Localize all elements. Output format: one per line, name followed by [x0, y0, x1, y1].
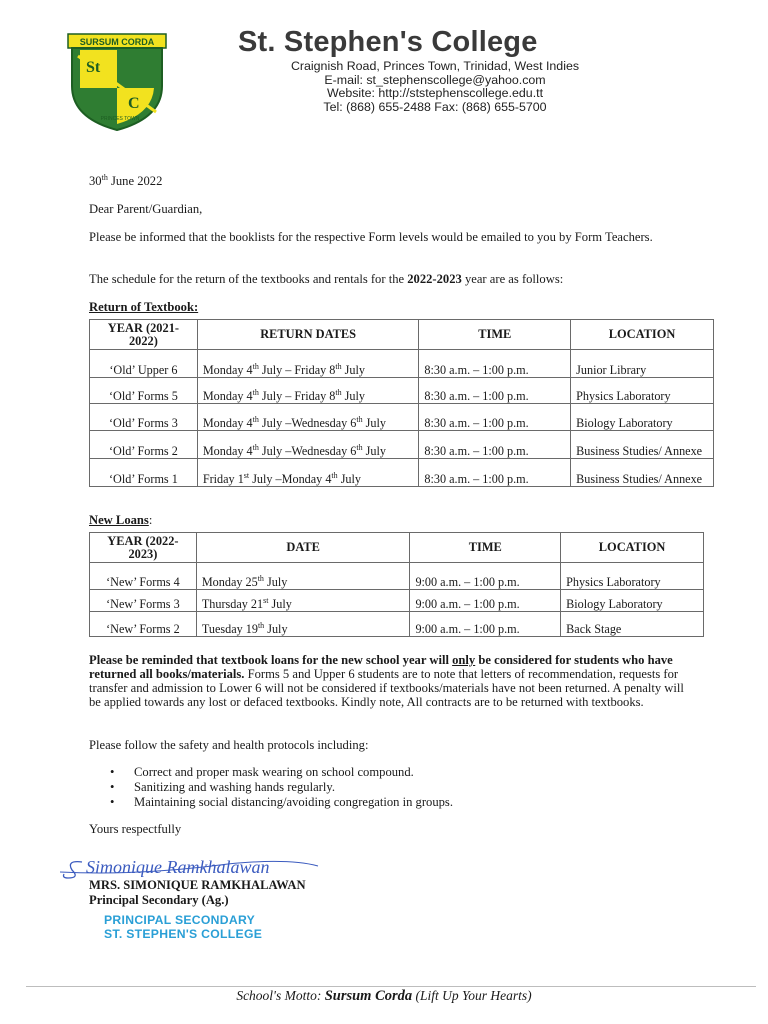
cell-year: ‘Old’ Forms 5 [90, 378, 198, 404]
cell-dates: Friday 1st July –Monday 4th July [197, 459, 419, 487]
col-header-year: YEAR (2021-2022) [90, 320, 198, 350]
table-row [90, 378, 714, 404]
college-name: St. Stephen's College [238, 26, 538, 58]
booklist-paragraph: Please be informed that the booklists for the respective Form levels would be emailed to you by Form Teachers. [89, 230, 653, 244]
cell-year: ‘New’ Forms 4 [90, 563, 197, 590]
cell-dates: Monday 4th July – Friday 8th July [197, 350, 419, 378]
crest-initial-st: St [86, 59, 101, 76]
cell-location: Business Studies/ Annexe [571, 459, 714, 487]
col-header-year: YEAR (2022-2023) [90, 533, 197, 563]
cell-time: 8:30 a.m. – 1:00 p.m. [419, 350, 571, 378]
cell-location: Biology Laboratory [561, 590, 704, 612]
list-item: • Maintaining social distancing/avoiding congregation in groups. [110, 795, 453, 810]
footer-divider [26, 986, 756, 987]
col-header-time: TIME [410, 533, 561, 563]
cell-time: 8:30 a.m. – 1:00 p.m. [419, 404, 571, 431]
stamp-line-1: PRINCIPAL SECONDARY [104, 913, 256, 927]
cell-location: Business Studies/ Annexe [571, 431, 714, 459]
list-item: • Sanitizing and washing hands regularly. [110, 780, 453, 795]
college-contact-block [270, 60, 600, 114]
col-header-location: LOCATION [571, 320, 714, 350]
cell-dates: Monday 4th July –Wednesday 6th July [197, 404, 419, 431]
cell-location: Biology Laboratory [571, 404, 714, 431]
new-loans-table [89, 532, 704, 637]
crest-initial-s: S [110, 75, 118, 90]
signature-text: Simonique Ramkhalawan [86, 857, 270, 877]
cell-year: ‘New’ Forms 3 [90, 590, 197, 612]
table-row [90, 431, 714, 459]
college-crest-icon [60, 26, 174, 134]
schedule-intro: The schedule for the return of the textbooks and rentals for the 2022-2023 year are as follows: [89, 272, 564, 286]
protocols-list [110, 765, 453, 809]
cell-year: ‘Old’ Upper 6 [90, 350, 198, 378]
cell-time: 9:00 a.m. – 1:00 p.m. [410, 612, 561, 637]
cell-time: 8:30 a.m. – 1:00 p.m. [419, 378, 571, 404]
cell-location: Junior Library [571, 350, 714, 378]
cell-location: Physics Laboratory [571, 378, 714, 404]
protocols-intro: Please follow the safety and health protocols including: [89, 738, 369, 752]
cell-date: Monday 25th July [196, 563, 410, 590]
table-row [90, 563, 704, 590]
return-table-title: Return of Textbook: [89, 300, 199, 314]
crest-bottom-text: PRINCES TOWN [100, 116, 140, 122]
cell-location: Back Stage [561, 612, 704, 637]
loans-table-title: New Loans: [89, 513, 153, 527]
cell-dates: Monday 4th July –Wednesday 6th July [197, 431, 419, 459]
table-row [90, 590, 704, 612]
return-textbook-table [89, 319, 714, 487]
crest-top-text: SURSUM CORDA [79, 37, 155, 47]
table-row [90, 612, 704, 637]
college-email: E-mail: st_stephenscollege@yahoo.com [324, 72, 546, 87]
list-item: • Correct and proper mask wearing on school compound. [110, 765, 453, 780]
signatory-name: MRS. SIMONIQUE RAMKHALAWAN [89, 878, 306, 892]
col-header-time: TIME [419, 320, 571, 350]
sign-off: Yours respectfully [89, 822, 182, 836]
cell-dates: Monday 4th July – Friday 8th July [197, 378, 419, 404]
official-stamp [104, 914, 262, 941]
college-phone: Tel: (868) 655-2488 Fax: (868) 655-5700 [323, 99, 547, 114]
table-row [90, 350, 714, 378]
cell-time: 9:00 a.m. – 1:00 p.m. [410, 590, 561, 612]
college-address: Craignish Road, Princes Town, Trinidad, West Indies [290, 59, 580, 73]
signatory-title: Principal Secondary (Ag.) [89, 893, 229, 907]
salutation: Dear Parent/Guardian, [89, 202, 203, 216]
cell-time: 8:30 a.m. – 1:00 p.m. [419, 431, 571, 459]
stamp-line-2: ST. STEPHEN'S COLLEGE [104, 926, 263, 941]
cell-year: ‘Old’ Forms 1 [90, 459, 198, 487]
cell-time: 8:30 a.m. – 1:00 p.m. [419, 459, 571, 487]
col-header-date: DATE [196, 533, 410, 563]
cell-date: Tuesday 19th July [196, 612, 410, 637]
cell-year: ‘Old’ Forms 2 [90, 431, 198, 459]
col-header-location: LOCATION [561, 533, 704, 563]
cell-time: 9:00 a.m. – 1:00 p.m. [410, 563, 561, 590]
letter-date: 30th June 2022 [89, 172, 163, 188]
cell-location: Physics Laboratory [561, 563, 704, 590]
cell-year: ‘Old’ Forms 3 [90, 404, 198, 431]
table-row [90, 459, 714, 487]
reminder-paragraph: Please be reminded that textbook loans for the new school year will only be considered for students who have returned all books/materials. Forms 5 and Upper 6 students are to note that letters of recommendation, requests for transfer and admission to Lower 6 will not be considered if textbooks/materials have not been returned. A penalty will be applied towards any lost or defaced textbooks. Kindly note, All contracts are to be returned with textbooks. [89, 653, 684, 709]
table-row [90, 404, 714, 431]
cell-year: ‘New’ Forms 2 [90, 612, 197, 637]
school-motto: School's Motto: Sursum Corda (Lift Up Your Hearts) [236, 988, 532, 1004]
col-header-return-dates: RETURN DATES [197, 320, 419, 350]
crest-initial-c: C [128, 95, 140, 112]
college-website: Website: http://ststephenscollege.edu.tt [326, 86, 544, 100]
cell-date: Thursday 21st July [196, 590, 410, 612]
